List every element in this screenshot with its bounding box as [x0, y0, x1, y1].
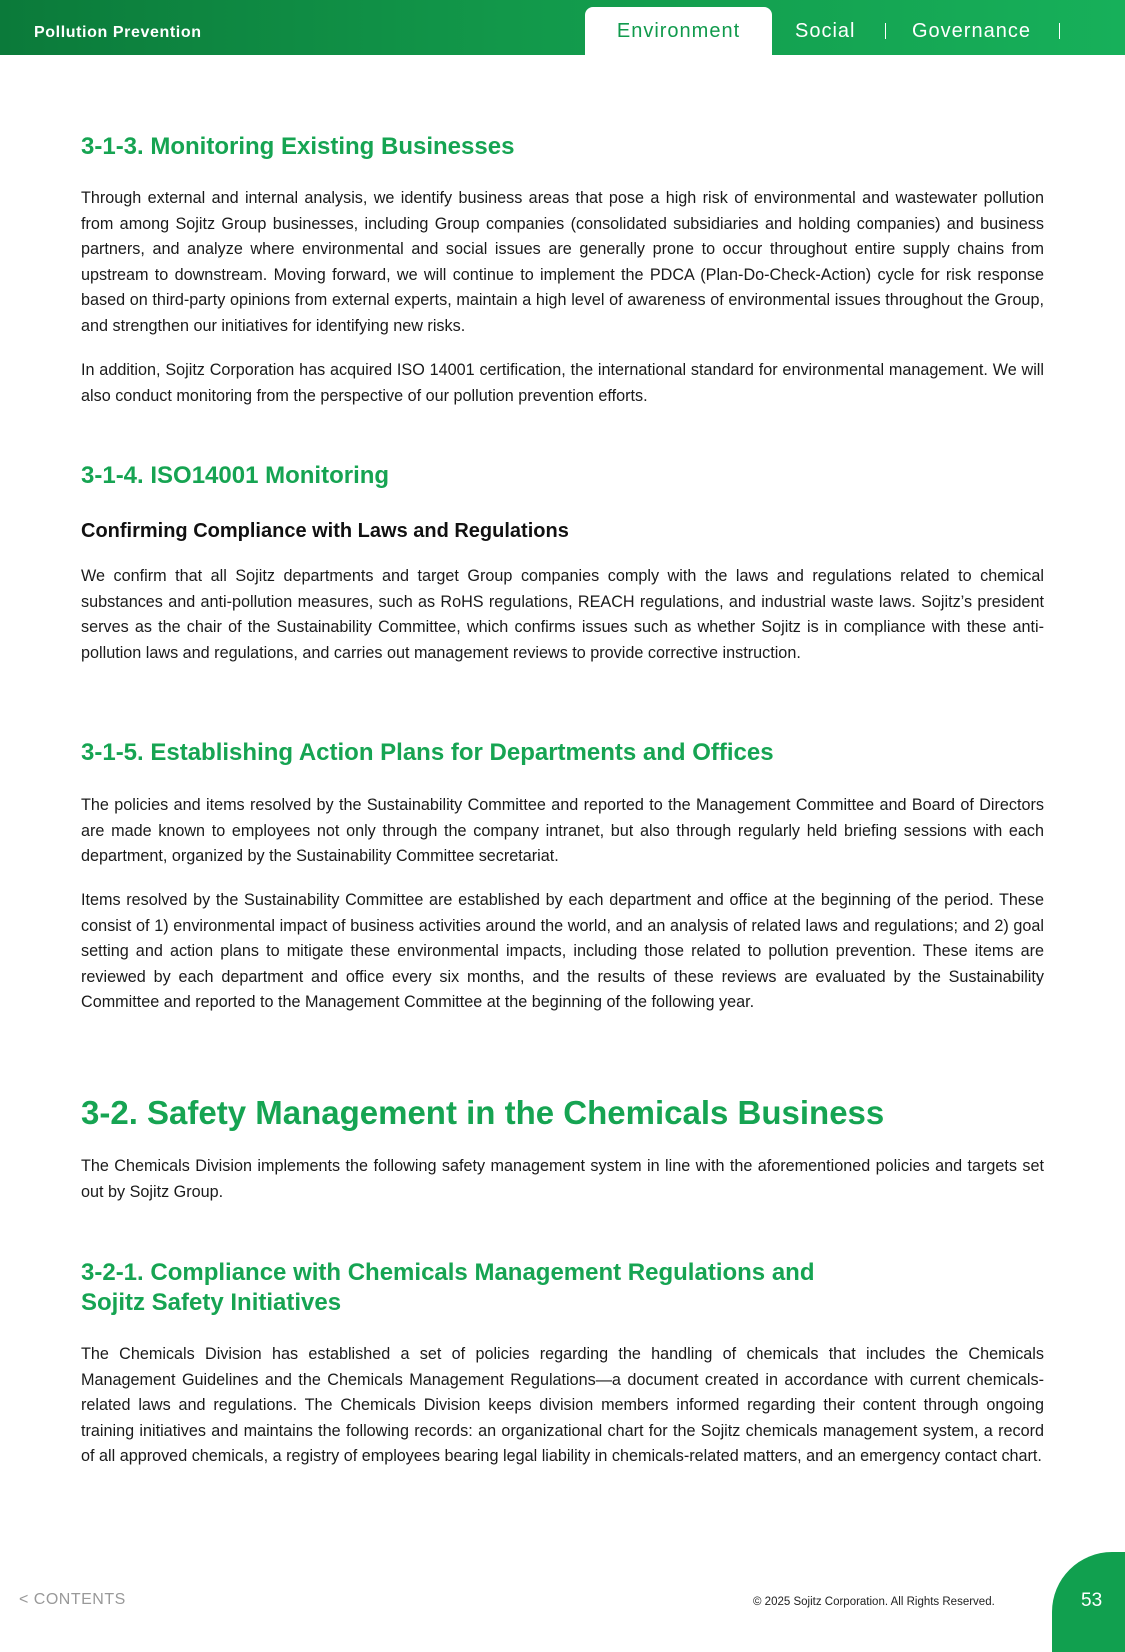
- paragraph: Items resolved by the Sustainability Committee are established by each department and office at the beginning of the period. These consist of 1) environmental impact of business activities around the world, and an analysis of related laws and regulations; and 2) goal setting and action plans to mitigate these environmental impacts, including those related to pollution prevention. These items are reviewed by each department and office every six months, and the results of these reviews are evaluated by the Sustainability Committee and reported to the Management Committee at the beginning of the following year.: [81, 891, 1044, 1012]
- heading-3-2: 3-2. Safety Management in the Chemicals Business: [81, 1094, 885, 1131]
- paragraph: We confirm that all Sojitz departments and target Group companies comply with the laws and regulations related to chemical substances and anti-pollution measures, such as RoHS regulations, REACH regulations, and industrial waste laws. Sojitz’s president serves as the chair of the Sustainability Committee, which confirms issues such as whether Sojitz is in compliance with these anti-pollution laws and regulations, and carries out management reviews to provide corrective instruction.: [81, 567, 1044, 662]
- tab-governance[interactable]: Governance: [912, 20, 1031, 42]
- heading-3-1-5: 3-1-5. Establishing Action Plans for Departments and Offices: [81, 739, 774, 766]
- heading-3-2-1-line1: 3-2-1. Compliance with Chemicals Management Regulations and: [81, 1259, 815, 1286]
- tab-divider: [1059, 23, 1060, 39]
- subheading-compliance: Confirming Compliance with Laws and Regulations: [81, 520, 569, 542]
- paragraph: The policies and items resolved by the Sustainability Committee and reported to the Management Committee and Board of Directors are made known to employees not only through the company intranet, but also through regularly held briefing sessions with each department, organized by the Sustainability Committee secretariat.: [81, 796, 1044, 866]
- heading-3-1-3: 3-1-3. Monitoring Existing Businesses: [81, 133, 515, 160]
- section-title: Pollution Prevention: [34, 24, 202, 41]
- top-header-bar: [0, 0, 1125, 55]
- heading-3-2-1-line2: Sojitz Safety Initiatives: [81, 1289, 342, 1316]
- paragraph: Through external and internal analysis, we identify business areas that pose a high risk of environmental and wastewater pollution from among Sojitz Group businesses, including Group companies (consolidated subsidiaries and holding companies) and business partners, and analyze where environmental and social issues are generally prone to occur throughout entire supply chains from upstream to downstream. Moving forward, we will continue to implement the PDCA (Plan-Do-Check-Action) cycle for risk response based on third-party opinions from external experts, maintain a high level of awareness of environmental issues throughout the Group, and strengthen our initiatives for identifying new risks.: [81, 189, 1044, 335]
- heading-3-1-4: 3-1-4. ISO14001 Monitoring: [81, 462, 390, 489]
- tab-environment[interactable]: Environment: [585, 7, 772, 55]
- paragraph: In addition, Sojitz Corporation has acquired ISO 14001 certification, the international standard for environmental management. We will also conduct monitoring from the perspective of our pollution prevention efforts.: [81, 361, 1044, 405]
- page-number: 53: [1081, 1590, 1103, 1611]
- tab-social[interactable]: Social: [795, 20, 856, 42]
- tab-divider: [885, 23, 886, 39]
- paragraph: The Chemicals Division has established a set of policies regarding the handling of chemicals that includes the Chemicals Management Guidelines and the Chemicals Management Regulations—a document created in accordance with current chemicals-related laws and regulations. The Chemicals Division keeps division members informed regarding their content through ongoing training initiatives and maintains the following records: an organizational chart for the Sojitz chemicals management system, a record of all approved chemicals, a registry of employees bearing legal liability in chemicals-related matters, and an emergency contact chart.: [81, 1345, 1044, 1466]
- paragraph: The Chemicals Division implements the following safety management system in line with the aforementioned policies and targets set out by Sojitz Group.: [81, 1157, 1044, 1201]
- copyright-text: © 2025 Sojitz Corporation. All Rights Reserved.: [753, 1596, 995, 1608]
- contents-link[interactable]: < CONTENTS: [19, 1591, 126, 1608]
